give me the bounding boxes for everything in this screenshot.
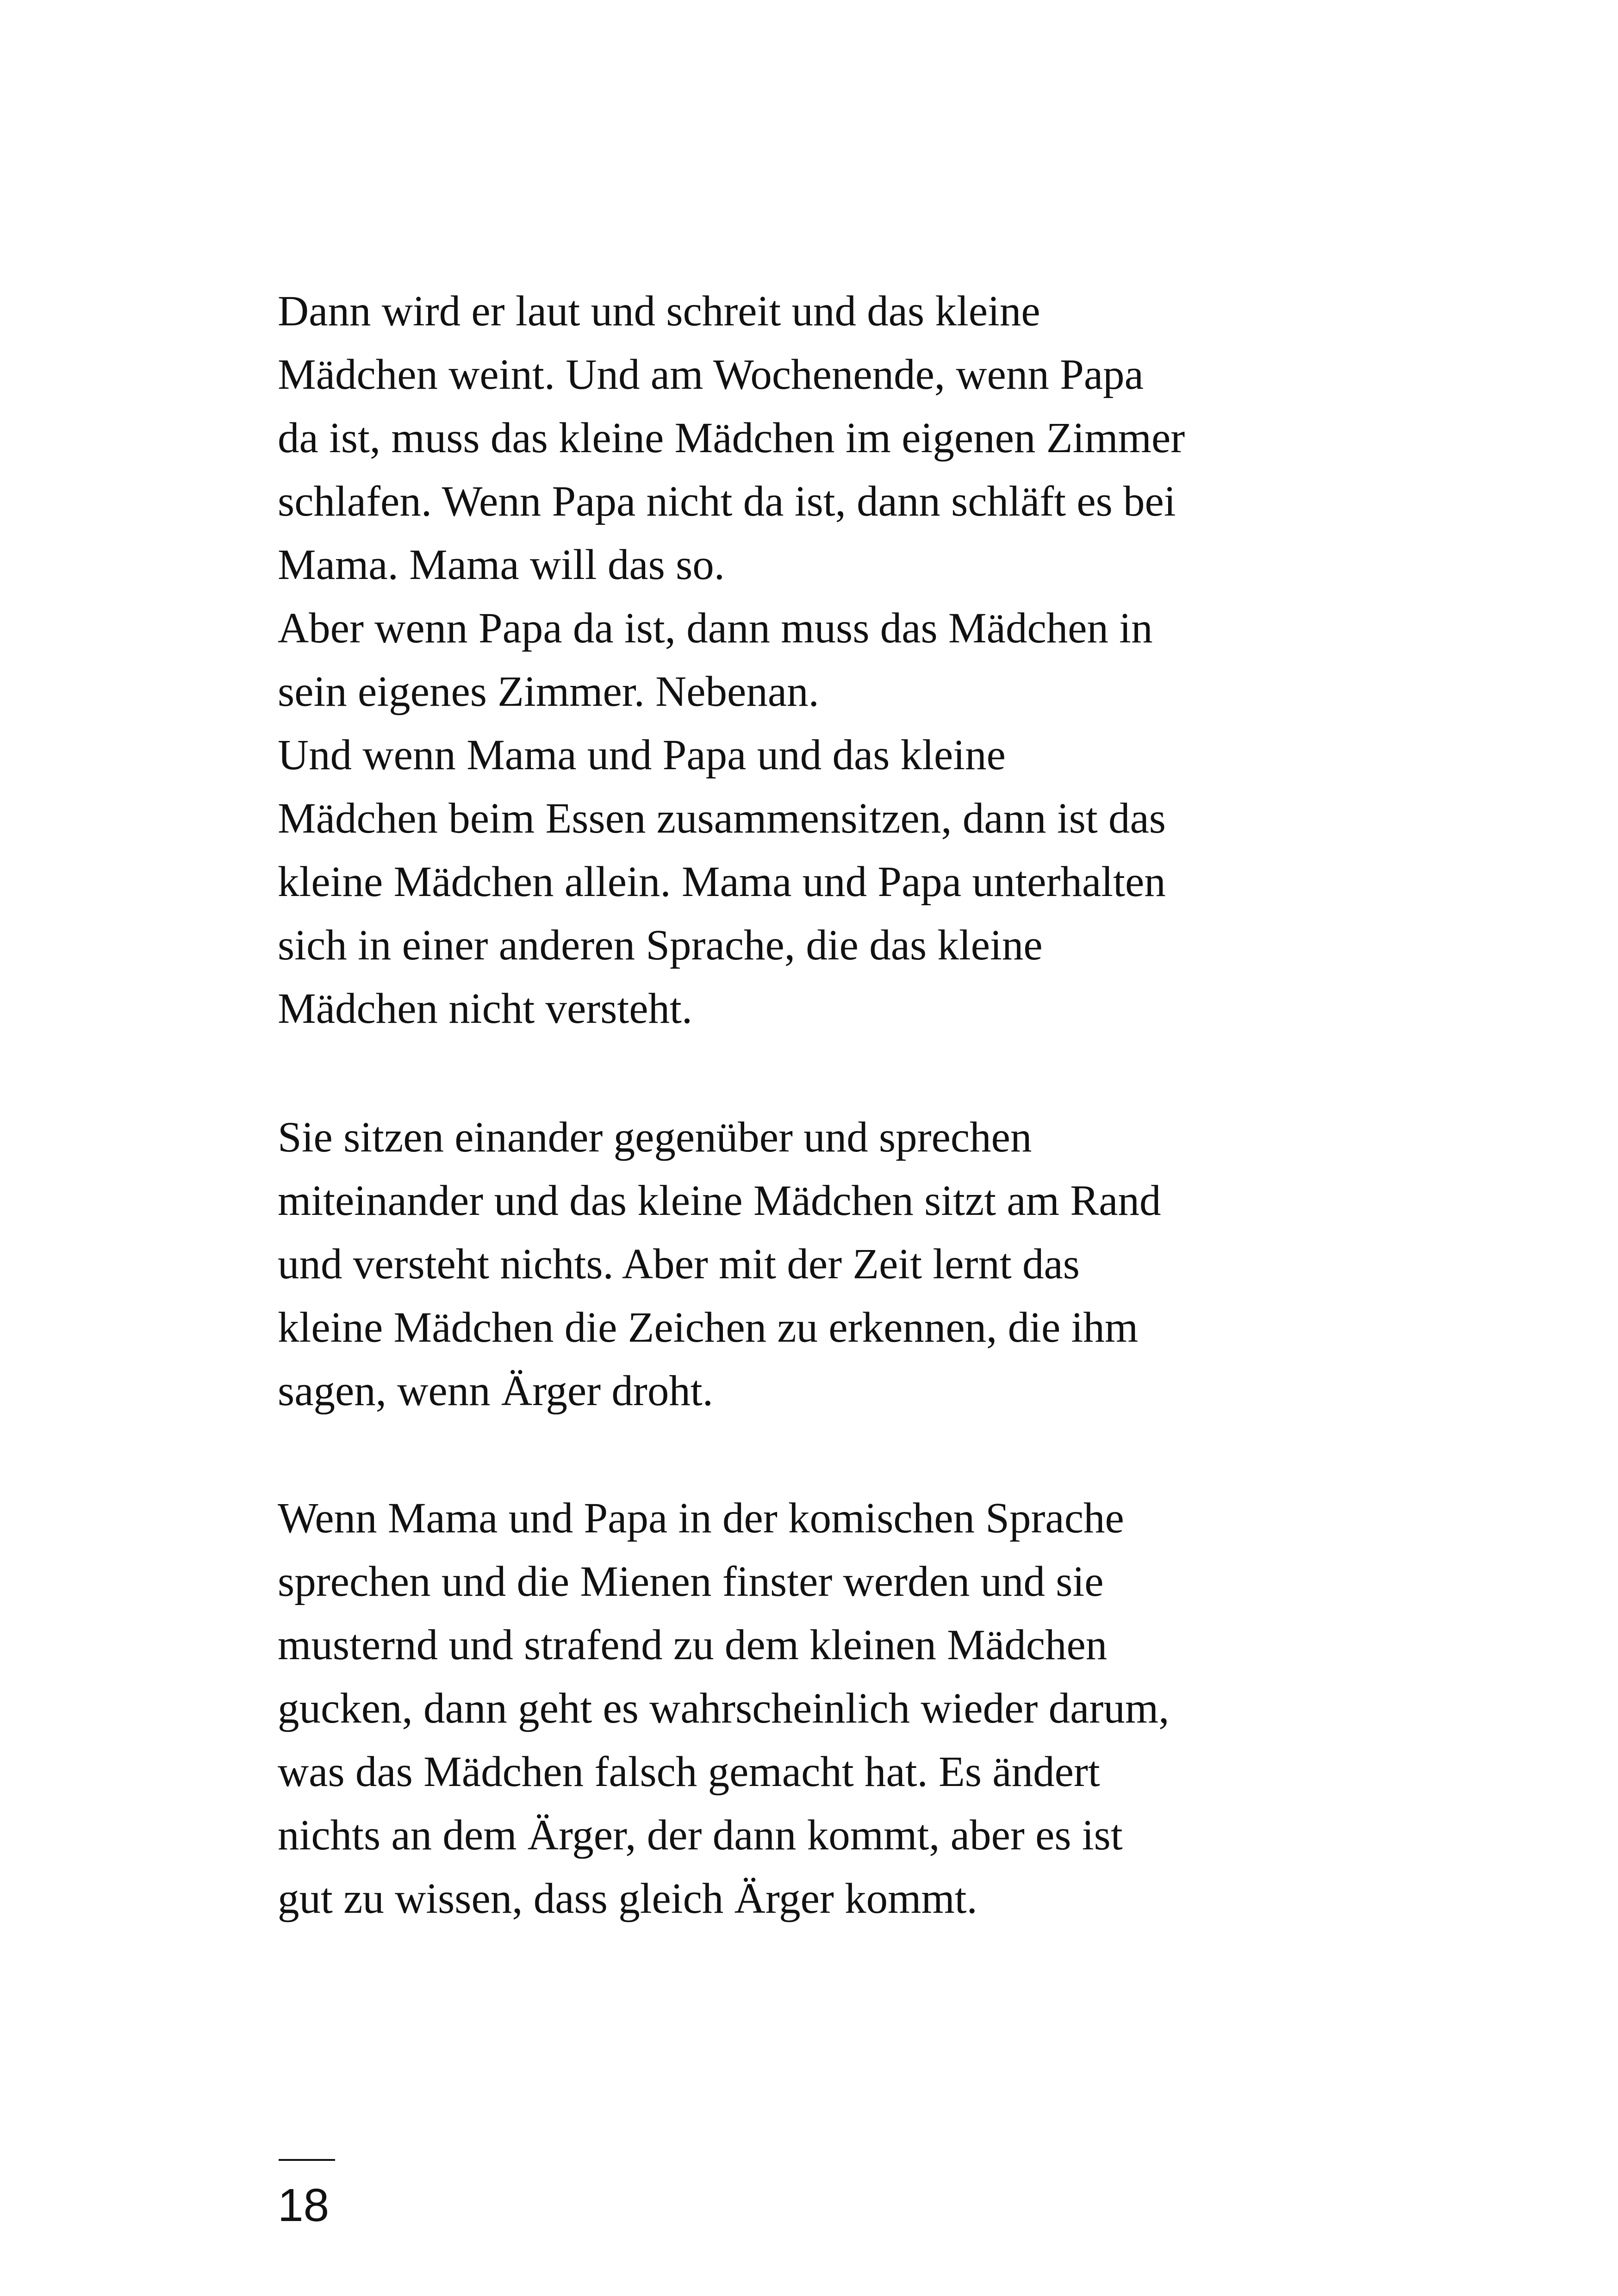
text-line: Wenn Mama und Papa in der komischen Sprache bbox=[278, 1494, 1124, 1542]
text-line: nichts an dem Ärger, der dann kommt, aber es ist bbox=[278, 1811, 1123, 1859]
text-line: sagen, wenn Ärger droht. bbox=[278, 1367, 713, 1415]
text-line: Aber wenn Papa da ist, dann muss das Mädchen in bbox=[278, 604, 1153, 652]
page-number: 18 bbox=[278, 2179, 330, 2231]
text-line: sprechen und die Mienen finster werden und sie bbox=[278, 1558, 1104, 1605]
text-line: kleine Mädchen allein. Mama und Papa unterhalten bbox=[278, 858, 1166, 906]
text-line: musternd und strafend zu dem kleinen Mädchen bbox=[278, 1621, 1108, 1669]
text-line: was das Mädchen falsch gemacht hat. Es ändert bbox=[278, 1748, 1100, 1796]
text-line: Und wenn Mama und Papa und das kleine bbox=[278, 731, 1006, 779]
text-line: miteinander und das kleine Mädchen sitzt am Rand bbox=[278, 1177, 1161, 1225]
text-line: sein eigenes Zimmer. Nebenan. bbox=[278, 668, 819, 716]
page-number-rule bbox=[279, 2159, 335, 2161]
text-line: Mama. Mama will das so. bbox=[278, 541, 725, 589]
text-line: und versteht nichts. Aber mit der Zeit lernt das bbox=[278, 1240, 1080, 1288]
paragraph-2 bbox=[278, 1106, 1388, 1423]
text-line: da ist, muss das kleine Mädchen im eigenen Zimmer bbox=[278, 414, 1185, 462]
text-line: gucken, dann geht es wahrscheinlich wieder darum, bbox=[278, 1685, 1170, 1732]
text-line: Mädchen beim Essen zusammensitzen, dann ist das bbox=[278, 795, 1166, 842]
paragraph-1 bbox=[278, 280, 1388, 1040]
text-line: Mädchen nicht versteht. bbox=[278, 985, 693, 1033]
text-line: sich in einer anderen Sprache, die das kleine bbox=[278, 921, 1043, 969]
text-line: Sie sitzen einander gegenüber und sprechen bbox=[278, 1114, 1032, 1161]
text-line: Dann wird er laut und schreit und das kleine bbox=[278, 287, 1040, 335]
text-line: Mädchen weint. Und am Wochenende, wenn Papa bbox=[278, 351, 1144, 398]
paragraph-3 bbox=[278, 1487, 1388, 1930]
text-line: kleine Mädchen die Zeichen zu erkennen, die ihm bbox=[278, 1304, 1139, 1351]
text-line: schlafen. Wenn Papa nicht da ist, dann schläft es bei bbox=[278, 478, 1176, 525]
text-line: gut zu wissen, dass gleich Ärger kommt. bbox=[278, 1875, 977, 1923]
